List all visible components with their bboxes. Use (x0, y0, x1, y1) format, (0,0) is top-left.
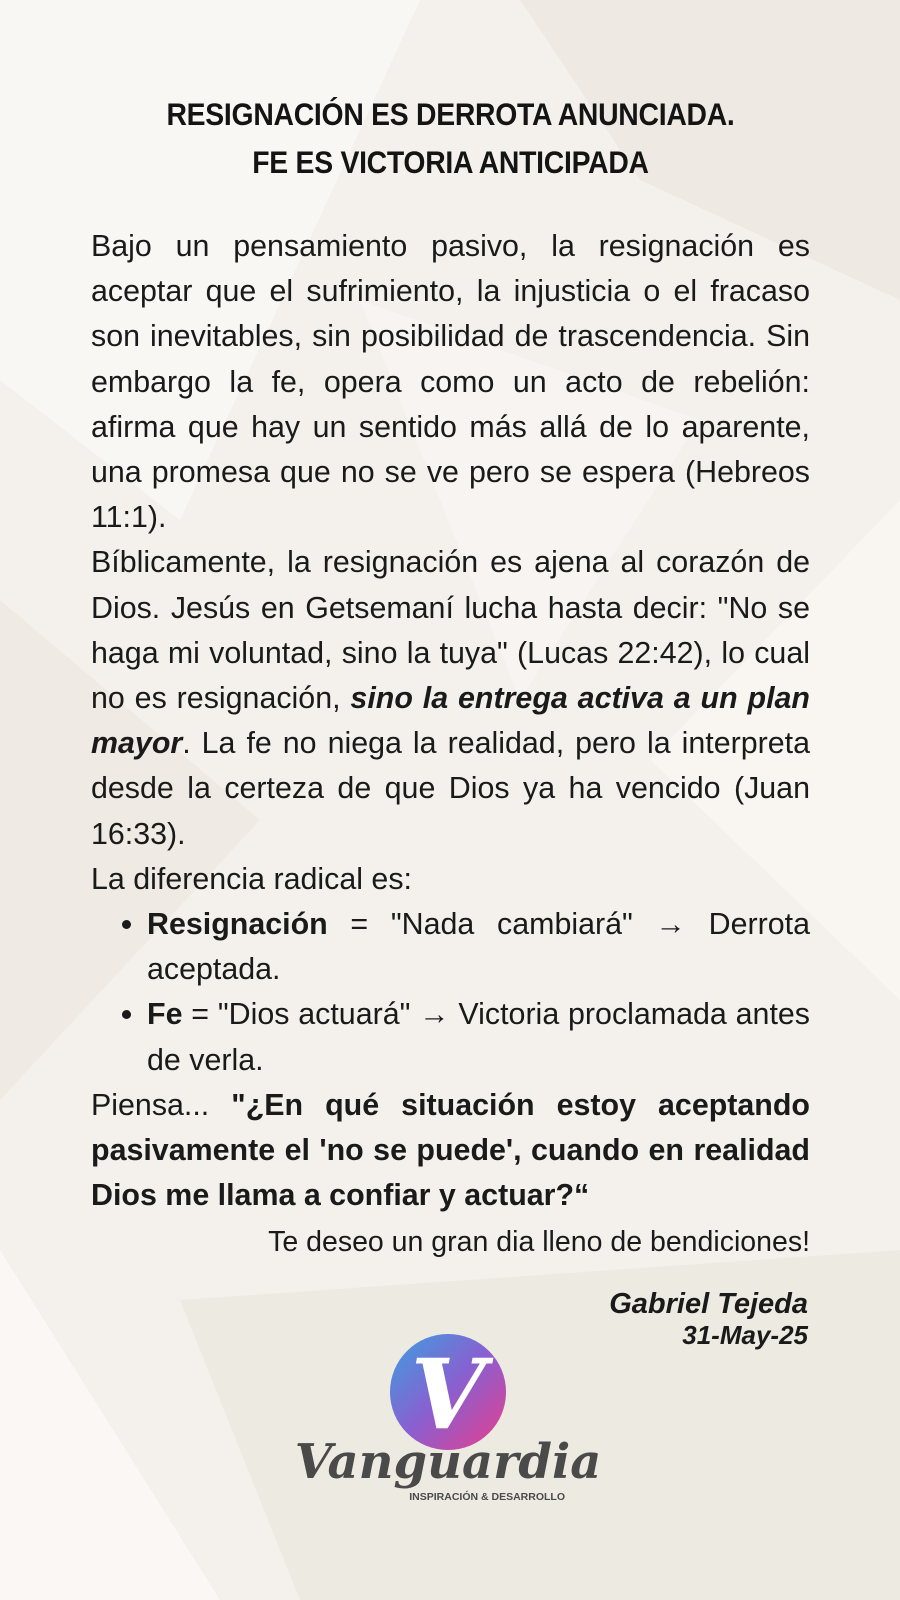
title-line-2: FE ES VICTORIA ANTICIPADA (252, 144, 649, 180)
reflection-question-text: "¿En qué situación estoy aceptando pasivamente el 'no se puede', cuando en realidad Dios me llama a confiar y actuar?“ (91, 1087, 810, 1213)
reflection-question (91, 1083, 810, 1219)
logo-tagline: INSPIRACIÓN & DESARROLLO (409, 1491, 565, 1503)
difference-intro: La diferencia radical es: (91, 861, 412, 896)
bullet-text: = "Dios actuará" → Victoria proclamada antes de verla. (147, 997, 810, 1077)
reflection-prefix: Piensa... (91, 1087, 232, 1122)
closing-blessing: Te deseo un gran dia lleno de bendiciones! (268, 1226, 810, 1259)
paragraph-2-text-before: Bíblicamente, la resignación es ajena al corazón de Dios. Jesús en Getsemaní lucha hasta decir: "No se haga mi voluntad, sino la tuya" (Lucas 22:42), lo cual no es resignación, (91, 545, 810, 716)
bullet-term: Resignación (147, 907, 328, 942)
page-title (127, 90, 774, 186)
author-name: Gabriel Tejeda (609, 1288, 808, 1320)
difference-list (91, 902, 810, 1083)
bullet-term: Fe (147, 997, 183, 1032)
logo-letter: V (410, 1338, 486, 1451)
paragraph-2-text-after: . La fe no niega la realidad, pero la interpreta desde la certeza de que Dios ya ha vencido (Juan 16:33). (91, 726, 810, 851)
logo-wordmark: Vanguardia (294, 1434, 602, 1490)
title-line-1: RESIGNACIÓN ES DERROTA ANUNCIADA. (166, 96, 735, 132)
list-item (147, 902, 810, 992)
bullet-text: = "Nada cambiará" → Derrota aceptada. (147, 907, 810, 987)
paragraph-2 (91, 540, 810, 856)
main-content (91, 90, 810, 1264)
paragraph-1: Bajo un pensamiento pasivo, la resignación es aceptar que el sufrimiento, la injusticia o el fracaso son inevitables, sin posibilidad de trascendencia. Sin embargo la fe, opera como un acto de rebelión: afirma que hay un sentido más allá de lo aparente, una promesa que no se ve pero se espera (Hebreos 11:1). (91, 229, 810, 535)
vanguardia-logo (294, 1330, 602, 1520)
signature-block (609, 1288, 808, 1350)
post-date: 31-May-25 (682, 1320, 808, 1350)
paragraph-2-emphasis: sino la entrega activa a un plan mayor (91, 681, 810, 761)
list-item (147, 992, 810, 1082)
